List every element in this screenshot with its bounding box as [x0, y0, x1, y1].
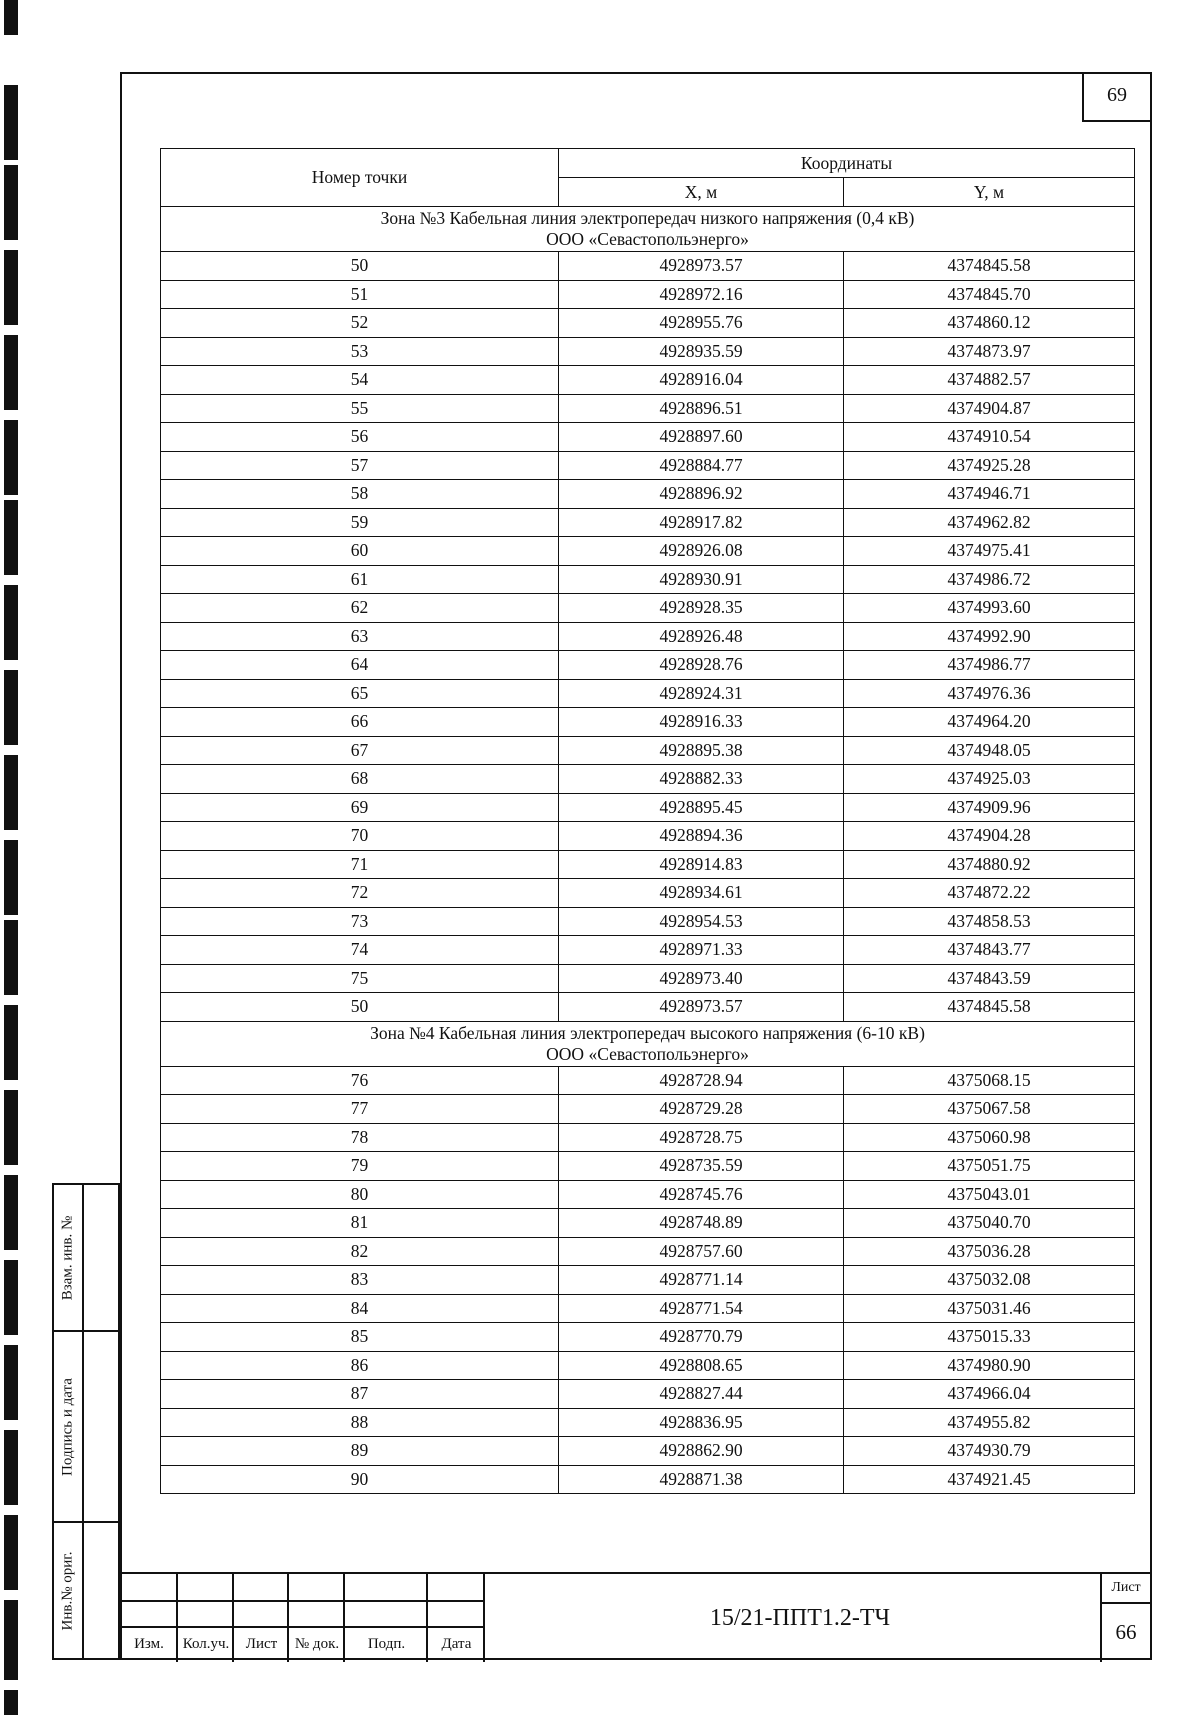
table-row: [161, 1323, 1135, 1352]
table-row: [161, 252, 1135, 281]
x-coordinate-cell: 4928771.14: [559, 1266, 844, 1295]
x-coordinate-cell: 4928914.83: [559, 850, 844, 879]
y-coordinate-cell: 4374860.12: [844, 309, 1135, 338]
x-coordinate-cell: 4928808.65: [559, 1351, 844, 1380]
table-row: [161, 964, 1135, 993]
y-coordinate-cell: 4374909.96: [844, 793, 1135, 822]
table-row: [161, 708, 1135, 737]
table-row: [161, 822, 1135, 851]
zone-title-line2: ООО «Севастопольэнерго»: [546, 229, 749, 249]
table-row: [161, 679, 1135, 708]
title-block: [120, 1572, 1152, 1660]
table-row: [161, 1209, 1135, 1238]
y-coordinate-cell: 4374992.90: [844, 622, 1135, 651]
y-coordinate-cell: 4374843.77: [844, 936, 1135, 965]
table-row: [161, 594, 1135, 623]
table-row: [161, 280, 1135, 309]
x-coordinate-cell: 4928955.76: [559, 309, 844, 338]
side-box-inv-replace: [52, 1183, 120, 1332]
point-number-cell: 81: [161, 1209, 559, 1238]
point-number-cell: 87: [161, 1380, 559, 1409]
y-coordinate-cell: 4374993.60: [844, 594, 1135, 623]
stamp-col-izm: Изм.: [134, 1636, 164, 1652]
header-x: X, м: [559, 178, 844, 207]
y-coordinate-cell: 4374955.82: [844, 1408, 1135, 1437]
stamp-col-kol-uch: Кол.уч.: [182, 1636, 230, 1652]
y-coordinate-cell: 4374925.03: [844, 765, 1135, 794]
y-coordinate-cell: 4375032.08: [844, 1266, 1135, 1295]
y-coordinate-cell: 4374873.97: [844, 337, 1135, 366]
point-number-cell: 77: [161, 1095, 559, 1124]
x-coordinate-cell: 4928930.91: [559, 565, 844, 594]
y-coordinate-cell: 4375040.70: [844, 1209, 1135, 1238]
x-coordinate-cell: 4928871.38: [559, 1465, 844, 1494]
binding-marks: [0, 0, 22, 1715]
y-coordinate-cell: 4374975.41: [844, 537, 1135, 566]
table-row: [161, 1465, 1135, 1494]
y-coordinate-cell: 4374986.77: [844, 651, 1135, 680]
y-coordinate-cell: 4374964.20: [844, 708, 1135, 737]
y-coordinate-cell: 4374948.05: [844, 736, 1135, 765]
point-number-cell: 82: [161, 1237, 559, 1266]
point-number-cell: 63: [161, 622, 559, 651]
y-coordinate-cell: 4375067.58: [844, 1095, 1135, 1124]
point-number-cell: 64: [161, 651, 559, 680]
table-row: [161, 1095, 1135, 1124]
point-number-cell: 75: [161, 964, 559, 993]
point-number-cell: 79: [161, 1152, 559, 1181]
point-number-cell: 71: [161, 850, 559, 879]
x-coordinate-cell: 4928934.61: [559, 879, 844, 908]
point-number-cell: 67: [161, 736, 559, 765]
table-row: [161, 765, 1135, 794]
table-row: [161, 1408, 1135, 1437]
x-coordinate-cell: 4928897.60: [559, 423, 844, 452]
table-row: [161, 309, 1135, 338]
y-coordinate-cell: 4374845.58: [844, 252, 1135, 281]
x-coordinate-cell: 4928882.33: [559, 765, 844, 794]
y-coordinate-cell: 4374880.92: [844, 850, 1135, 879]
x-coordinate-cell: 4928896.92: [559, 480, 844, 509]
coordinates-table-body: [161, 207, 1135, 1494]
point-number-cell: 70: [161, 822, 559, 851]
x-coordinate-cell: 4928973.57: [559, 993, 844, 1022]
x-coordinate-cell: 4928916.04: [559, 366, 844, 395]
table-row: [161, 451, 1135, 480]
x-coordinate-cell: 4928973.57: [559, 252, 844, 281]
point-number-cell: 83: [161, 1266, 559, 1295]
point-number-cell: 59: [161, 508, 559, 537]
point-number-cell: 86: [161, 1351, 559, 1380]
table-row: [161, 423, 1135, 452]
zone-title-line1: Зона №3 Кабельная линия электропередач низкого напряжения (0,4 кВ): [380, 208, 915, 228]
table-row: [161, 793, 1135, 822]
point-number-cell: 74: [161, 936, 559, 965]
table-row: [161, 1437, 1135, 1466]
point-number-cell: 62: [161, 594, 559, 623]
x-coordinate-cell: 4928771.54: [559, 1294, 844, 1323]
x-coordinate-cell: 4928928.35: [559, 594, 844, 623]
point-number-cell: 50: [161, 993, 559, 1022]
y-coordinate-cell: 4374882.57: [844, 366, 1135, 395]
point-number-cell: 54: [161, 366, 559, 395]
header-y: Y, м: [844, 178, 1135, 207]
point-number-cell: 51: [161, 280, 559, 309]
x-coordinate-cell: 4928884.77: [559, 451, 844, 480]
point-number-cell: 56: [161, 423, 559, 452]
x-coordinate-cell: 4928862.90: [559, 1437, 844, 1466]
y-coordinate-cell: 4374858.53: [844, 907, 1135, 936]
table-row: [161, 1294, 1135, 1323]
x-coordinate-cell: 4928954.53: [559, 907, 844, 936]
top-page-number: 69: [1082, 72, 1152, 122]
side-label-inv-orig: Инв.№ ориг.: [59, 1551, 76, 1630]
y-coordinate-cell: 4374925.28: [844, 451, 1135, 480]
point-number-cell: 52: [161, 309, 559, 338]
x-coordinate-cell: 4928917.82: [559, 508, 844, 537]
table-row: [161, 993, 1135, 1022]
zone-header-row: [161, 1021, 1135, 1066]
point-number-cell: 80: [161, 1180, 559, 1209]
point-number-cell: 69: [161, 793, 559, 822]
point-number-cell: 61: [161, 565, 559, 594]
x-coordinate-cell: 4928971.33: [559, 936, 844, 965]
x-coordinate-cell: 4928827.44: [559, 1380, 844, 1409]
x-coordinate-cell: 4928894.36: [559, 822, 844, 851]
x-coordinate-cell: 4928926.08: [559, 537, 844, 566]
point-number-cell: 72: [161, 879, 559, 908]
side-box-sign-date: [52, 1330, 120, 1523]
table-row: [161, 1123, 1135, 1152]
y-coordinate-cell: 4375031.46: [844, 1294, 1135, 1323]
point-number-cell: 76: [161, 1066, 559, 1095]
document-code: 15/21-ППТ1.2-ТЧ: [709, 1605, 891, 1631]
x-coordinate-cell: 4928728.94: [559, 1066, 844, 1095]
point-number-cell: 89: [161, 1437, 559, 1466]
zone-title-line2: ООО «Севастопольэнерго»: [546, 1043, 749, 1064]
table-row: [161, 879, 1135, 908]
point-number-cell: 66: [161, 708, 559, 737]
y-coordinate-cell: 4375036.28: [844, 1237, 1135, 1266]
y-coordinate-cell: 4375068.15: [844, 1066, 1135, 1095]
y-coordinate-cell: 4375015.33: [844, 1323, 1135, 1352]
y-coordinate-cell: 4375051.75: [844, 1152, 1135, 1181]
point-number-cell: 84: [161, 1294, 559, 1323]
y-coordinate-cell: 4375060.98: [844, 1123, 1135, 1152]
table-row: [161, 565, 1135, 594]
table-row: [161, 508, 1135, 537]
y-coordinate-cell: 4374843.59: [844, 964, 1135, 993]
y-coordinate-cell: 4374845.70: [844, 280, 1135, 309]
point-number-cell: 68: [161, 765, 559, 794]
stamp-col-list: Лист: [245, 1636, 278, 1652]
table-row: [161, 936, 1135, 965]
table-row: [161, 1180, 1135, 1209]
x-coordinate-cell: 4928748.89: [559, 1209, 844, 1238]
header-coordinates: Координаты: [559, 149, 1135, 178]
table-row: [161, 480, 1135, 509]
y-coordinate-cell: 4374921.45: [844, 1465, 1135, 1494]
y-coordinate-cell: 4374910.54: [844, 423, 1135, 452]
x-coordinate-cell: 4928757.60: [559, 1237, 844, 1266]
table-row: [161, 850, 1135, 879]
x-coordinate-cell: 4928836.95: [559, 1408, 844, 1437]
y-coordinate-cell: 4374904.87: [844, 394, 1135, 423]
x-coordinate-cell: 4928924.31: [559, 679, 844, 708]
table-row: [161, 1351, 1135, 1380]
y-coordinate-cell: 4374986.72: [844, 565, 1135, 594]
point-number-cell: 50: [161, 252, 559, 281]
side-box-inv-orig: [52, 1521, 120, 1660]
sheet-number: 66: [1115, 1620, 1137, 1644]
y-coordinate-cell: 4374946.71: [844, 480, 1135, 509]
table-row: [161, 651, 1135, 680]
y-coordinate-cell: 4375043.01: [844, 1180, 1135, 1209]
stamp-col-signature: Подп.: [367, 1636, 406, 1652]
table-row: [161, 537, 1135, 566]
y-coordinate-cell: 4374930.79: [844, 1437, 1135, 1466]
y-coordinate-cell: 4374980.90: [844, 1351, 1135, 1380]
point-number-cell: 85: [161, 1323, 559, 1352]
side-label-sign-date: Подпись и дата: [59, 1377, 76, 1476]
coordinates-table: [160, 148, 1135, 1494]
point-number-cell: 65: [161, 679, 559, 708]
zone-header-row: [161, 207, 1135, 252]
side-label-inv-replace: Взам. инв. №: [59, 1215, 76, 1300]
table-row: [161, 394, 1135, 423]
point-number-cell: 78: [161, 1123, 559, 1152]
table-row: [161, 1266, 1135, 1295]
zone-title: [161, 207, 1135, 252]
zone-title: [161, 1021, 1135, 1066]
table-row: [161, 736, 1135, 765]
stamp-col-date: Дата: [441, 1636, 472, 1652]
x-coordinate-cell: 4928745.76: [559, 1180, 844, 1209]
point-number-cell: 88: [161, 1408, 559, 1437]
x-coordinate-cell: 4928935.59: [559, 337, 844, 366]
point-number-cell: 90: [161, 1465, 559, 1494]
y-coordinate-cell: 4374962.82: [844, 508, 1135, 537]
x-coordinate-cell: 4928729.28: [559, 1095, 844, 1124]
point-number-cell: 53: [161, 337, 559, 366]
x-coordinate-cell: 4928926.48: [559, 622, 844, 651]
x-coordinate-cell: 4928728.75: [559, 1123, 844, 1152]
zone-title-line1: Зона №4 Кабельная линия электропередач высокого напряжения (6-10 кВ): [370, 1022, 925, 1043]
sheet-label: Лист: [1111, 1580, 1141, 1595]
x-coordinate-cell: 4928770.79: [559, 1323, 844, 1352]
table-row: [161, 1380, 1135, 1409]
table-row: [161, 1237, 1135, 1266]
x-coordinate-cell: 4928916.33: [559, 708, 844, 737]
x-coordinate-cell: 4928895.45: [559, 793, 844, 822]
header-point-number: Номер точки: [161, 149, 559, 207]
table-row: [161, 1066, 1135, 1095]
y-coordinate-cell: 4374976.36: [844, 679, 1135, 708]
x-coordinate-cell: 4928895.38: [559, 736, 844, 765]
y-coordinate-cell: 4374904.28: [844, 822, 1135, 851]
x-coordinate-cell: 4928928.76: [559, 651, 844, 680]
point-number-cell: 58: [161, 480, 559, 509]
point-number-cell: 73: [161, 907, 559, 936]
stamp-col-doc-no: № док.: [294, 1636, 340, 1652]
point-number-cell: 55: [161, 394, 559, 423]
table-row: [161, 622, 1135, 651]
x-coordinate-cell: 4928973.40: [559, 964, 844, 993]
y-coordinate-cell: 4374845.58: [844, 993, 1135, 1022]
table-row: [161, 1152, 1135, 1181]
table-row: [161, 337, 1135, 366]
table-row: [161, 366, 1135, 395]
x-coordinate-cell: 4928972.16: [559, 280, 844, 309]
table-row: [161, 907, 1135, 936]
y-coordinate-cell: 4374966.04: [844, 1380, 1135, 1409]
point-number-cell: 60: [161, 537, 559, 566]
x-coordinate-cell: 4928896.51: [559, 394, 844, 423]
x-coordinate-cell: 4928735.59: [559, 1152, 844, 1181]
point-number-cell: 57: [161, 451, 559, 480]
y-coordinate-cell: 4374872.22: [844, 879, 1135, 908]
